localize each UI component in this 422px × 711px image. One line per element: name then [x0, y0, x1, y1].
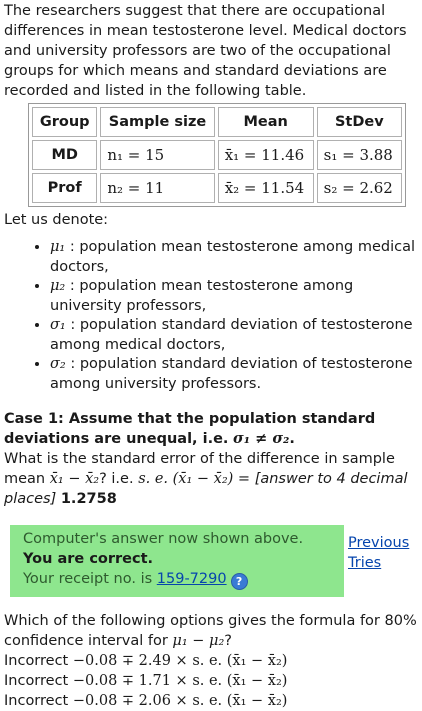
cell-sample-size: n₂ = 11 [100, 173, 214, 203]
definition-text: : population mean testosterone among university professors, [50, 278, 354, 314]
question2-text: Which of the following options gives the formula for 80% confidence interval for [4, 613, 417, 649]
case1-question: What is the standard error of the difference in sample mean [4, 451, 395, 487]
option-status: Incorrect [4, 673, 69, 689]
definition-text: : population mean testosterone among medical doctors, [50, 239, 416, 275]
feedback-line1: Computer's answer now shown above. [23, 531, 304, 547]
cell-stdev: s₁ = 3.88 [317, 140, 402, 170]
option-status: Incorrect [4, 693, 69, 709]
option-formula: −0.08 ∓ 2.06 × s. e. (x̄₁ − x̄₂) [72, 693, 288, 709]
case1-question-math: x̄₁ − x̄₂ [49, 471, 100, 487]
case1-block [4, 409, 418, 509]
cell-mean: x̄₂ = 11.54 [218, 173, 314, 203]
denote-label: Let us denote: [4, 212, 109, 228]
feedback-receipt-line [23, 569, 344, 590]
symbol-mu1: μ₁ [50, 239, 66, 255]
header-group: Group [32, 107, 97, 137]
definition-list [4, 238, 418, 394]
cell-stdev: s₂ = 2.62 [317, 173, 402, 203]
case1-question-hint: [answer to 4 decimal places] [4, 471, 408, 507]
question2-end: ? [224, 633, 232, 649]
definition-text: : population standard deviation of testosterone among university professors. [50, 356, 413, 392]
list-item [50, 238, 418, 277]
feedback-box [10, 525, 344, 597]
cell-mean: x̄₁ = 11.46 [218, 140, 314, 170]
help-icon[interactable]: ? [231, 573, 248, 590]
previous-tries-link[interactable]: Previous Tries [348, 535, 410, 571]
list-item [50, 355, 418, 394]
question2 [4, 611, 418, 651]
option-list [4, 651, 418, 711]
symbol-sigma1: σ₁ [50, 317, 66, 333]
definition-text: : population standard deviation of testosterone among medical doctors, [50, 317, 413, 353]
header-mean: Mean [218, 107, 314, 137]
receipt-label: Your receipt no. is [23, 571, 153, 587]
cell-group: Prof [32, 173, 97, 203]
option-item [4, 671, 418, 691]
option-item [4, 651, 418, 671]
feedback-row [4, 525, 418, 597]
receipt-link[interactable]: 159-7290 [156, 571, 227, 587]
cell-group: MD [32, 140, 97, 170]
feedback-correct: You are correct. [23, 551, 154, 567]
table-row [32, 140, 402, 170]
table-row [32, 173, 402, 203]
option-formula: −0.08 ∓ 1.71 × s. e. (x̄₁ − x̄₂) [72, 673, 288, 689]
case1-heading: Case 1: Assume that the population standard deviations are unequal, i.e. [4, 411, 376, 447]
question2-math: μ₁ − μ₂ [172, 633, 225, 649]
case1-answer: 1.2758 [60, 491, 117, 507]
case1-heading-math: σ₁ ≠ σ₂ [233, 430, 290, 447]
list-item [50, 277, 418, 316]
option-status: Incorrect [4, 653, 69, 669]
symbol-sigma2: σ₂ [50, 356, 66, 372]
header-sample-size: Sample size [100, 107, 214, 137]
symbol-mu2: μ₂ [50, 278, 66, 294]
list-item [50, 316, 418, 355]
cell-sample-size: n₁ = 15 [100, 140, 214, 170]
intro-paragraph: The researchers suggest that there are occupational differences in mean testosterone level. Medical doctors and university professors are two of the occupational groups for which means and standard deviations are recorded and listed in the following table. [4, 3, 407, 99]
option-item [4, 691, 418, 711]
case1-question-formula: s. e. (x̄₁ − x̄₂) = [138, 471, 251, 487]
header-stdev: StDev [317, 107, 402, 137]
statistics-table [28, 103, 406, 207]
option-formula: −0.08 ∓ 2.49 × s. e. (x̄₁ − x̄₂) [72, 653, 288, 669]
case1-heading-end: . [289, 431, 295, 447]
case1-question-mid: ? i.e. [99, 471, 134, 487]
table-header-row [32, 107, 402, 137]
